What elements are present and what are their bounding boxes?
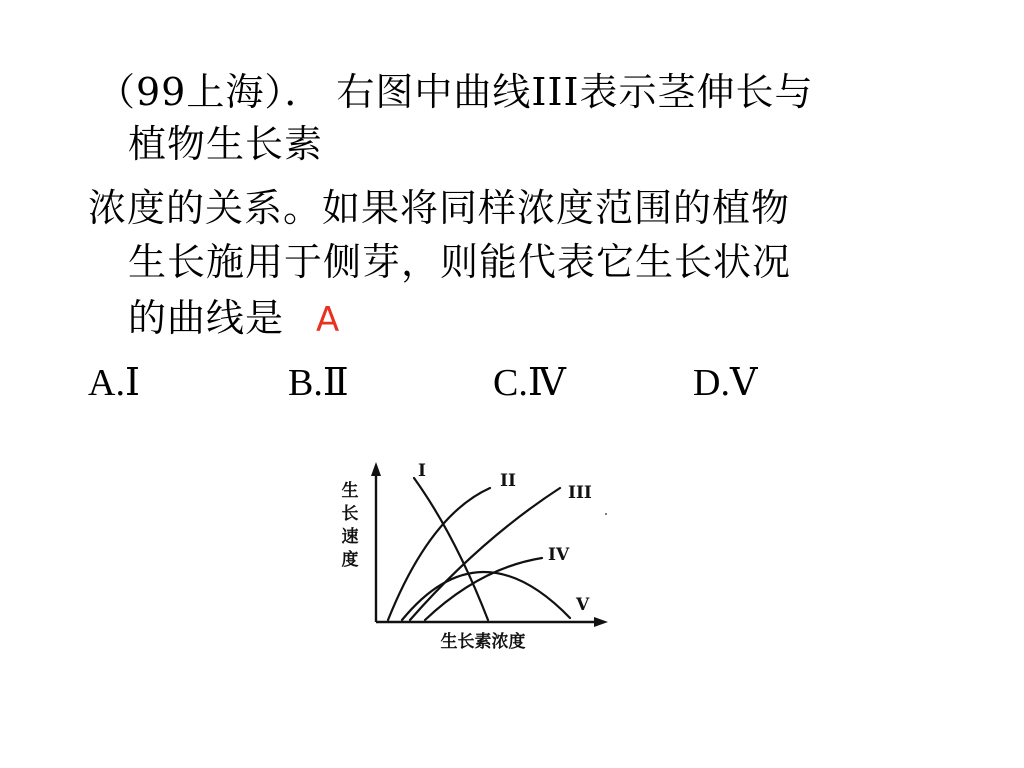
y-axis-arrow-icon [371, 462, 381, 476]
dot-mark [605, 513, 607, 515]
option-b[interactable] [288, 360, 349, 405]
option-d-value: Ⅴ [729, 360, 758, 404]
option-a-letter: A. [88, 362, 125, 404]
option-d[interactable] [693, 360, 757, 405]
question-line-5 [128, 296, 340, 342]
x-axis-label: 生长素浓度 [440, 632, 526, 652]
question-line-4: 生长施用于侧芽，则能代表它生长状况 [128, 240, 792, 284]
curve-label-v: V [576, 595, 590, 615]
y-axis-label-char-1: 生 [341, 481, 359, 501]
option-b-value: Ⅱ [322, 360, 349, 404]
curve-label-ii: II [500, 471, 516, 491]
option-c[interactable] [493, 360, 566, 405]
growth-curve-figure [330, 450, 630, 670]
x-axis-arrow-icon [594, 617, 608, 627]
question-line-2: 植物生长素 [128, 122, 324, 166]
option-c-letter: C. [493, 362, 528, 404]
y-axis-label-char-3: 速 [341, 527, 359, 547]
growth-curve-diagram [330, 450, 630, 670]
question-line-3: 浓度的关系。如果将同样浓度范围的植物 [88, 186, 791, 230]
y-axis-label-char-2: 长 [341, 504, 359, 524]
answer-text: A [316, 300, 341, 340]
curve-label-i: I [418, 461, 426, 481]
option-a[interactable] [88, 360, 140, 405]
option-d-letter: D. [693, 362, 730, 404]
y-axis-label-char-4: 度 [341, 550, 359, 570]
option-a-value: Ⅰ [124, 360, 140, 404]
curve-label-iv: IV [548, 545, 570, 565]
options-row [88, 360, 848, 404]
question-line-1: （99上海）． 右图中曲线III表示茎伸长与 [97, 70, 814, 114]
option-c-value: Ⅳ [527, 360, 566, 404]
option-b-letter: B. [288, 362, 323, 404]
curve-label-iii: III [568, 483, 592, 503]
question-line-5-text: 的曲线是 [128, 296, 285, 340]
